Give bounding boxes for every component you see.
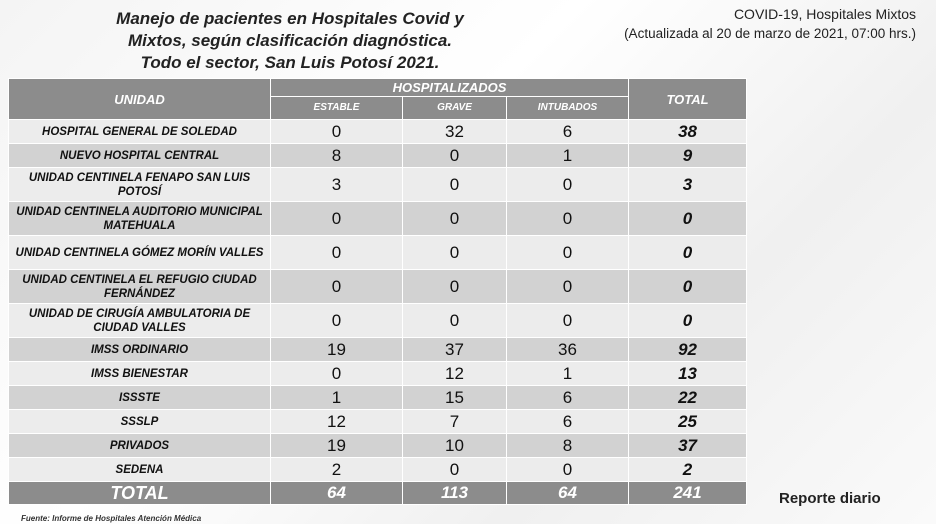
table-row bbox=[9, 144, 747, 168]
table-row bbox=[9, 304, 747, 338]
row-intubados: 0 bbox=[507, 304, 629, 338]
row-unidad: UNIDAD CENTINELA AUDITORIO MUNICIPAL MATEHUALA bbox=[9, 202, 271, 236]
row-intubados: 6 bbox=[507, 120, 629, 144]
totals-grave: 113 bbox=[403, 482, 507, 505]
totals-label: TOTAL bbox=[9, 482, 271, 505]
row-total: 0 bbox=[629, 270, 747, 304]
patients-table bbox=[8, 78, 747, 505]
row-intubados: 6 bbox=[507, 410, 629, 434]
row-grave: 37 bbox=[403, 338, 507, 362]
row-total: 0 bbox=[629, 236, 747, 270]
totals-estable: 64 bbox=[271, 482, 403, 505]
row-grave: 0 bbox=[403, 236, 507, 270]
row-grave: 0 bbox=[403, 144, 507, 168]
row-intubados: 0 bbox=[507, 202, 629, 236]
row-estable: 0 bbox=[271, 304, 403, 338]
row-unidad: SSSLP bbox=[9, 410, 271, 434]
row-intubados: 8 bbox=[507, 434, 629, 458]
row-total: 0 bbox=[629, 202, 747, 236]
row-estable: 2 bbox=[271, 458, 403, 482]
row-total: 25 bbox=[629, 410, 747, 434]
row-total: 38 bbox=[629, 120, 747, 144]
table-row bbox=[9, 434, 747, 458]
row-total: 2 bbox=[629, 458, 747, 482]
reporte-diario-label: Reporte diario bbox=[779, 490, 881, 507]
row-grave: 0 bbox=[403, 270, 507, 304]
table-row bbox=[9, 362, 747, 386]
row-unidad: UNIDAD CENTINELA GÓMEZ MORÍN VALLES bbox=[9, 236, 271, 270]
row-grave: 15 bbox=[403, 386, 507, 410]
col-header-intubados: INTUBADOS bbox=[507, 96, 629, 119]
row-grave: 0 bbox=[403, 458, 507, 482]
row-intubados: 0 bbox=[507, 236, 629, 270]
row-estable: 12 bbox=[271, 410, 403, 434]
row-intubados: 0 bbox=[507, 270, 629, 304]
title-line-1: Manejo de pacientes en Hospitales Covid y bbox=[116, 9, 464, 28]
table-row bbox=[9, 386, 747, 410]
table-row bbox=[9, 120, 747, 144]
row-total: 37 bbox=[629, 434, 747, 458]
totals-row bbox=[9, 482, 747, 505]
row-grave: 32 bbox=[403, 120, 507, 144]
row-unidad: PRIVADOS bbox=[9, 434, 271, 458]
report-title bbox=[80, 8, 500, 74]
row-total: 13 bbox=[629, 362, 747, 386]
row-estable: 0 bbox=[271, 202, 403, 236]
row-intubados: 6 bbox=[507, 386, 629, 410]
row-estable: 19 bbox=[271, 338, 403, 362]
row-total: 92 bbox=[629, 338, 747, 362]
row-total: 9 bbox=[629, 144, 747, 168]
row-grave: 0 bbox=[403, 202, 507, 236]
row-total: 0 bbox=[629, 304, 747, 338]
row-estable: 1 bbox=[271, 386, 403, 410]
row-intubados: 0 bbox=[507, 168, 629, 202]
row-unidad: HOSPITAL GENERAL DE SOLEDAD bbox=[9, 120, 271, 144]
row-grave: 0 bbox=[403, 168, 507, 202]
row-estable: 19 bbox=[271, 434, 403, 458]
col-header-estable: ESTABLE bbox=[271, 96, 403, 119]
row-unidad: NUEVO HOSPITAL CENTRAL bbox=[9, 144, 271, 168]
row-unidad: UNIDAD CENTINELA FENAPO SAN LUIS POTOSÍ bbox=[9, 168, 271, 202]
table-row bbox=[9, 202, 747, 236]
row-grave: 7 bbox=[403, 410, 507, 434]
row-estable: 0 bbox=[271, 120, 403, 144]
table-row bbox=[9, 458, 747, 482]
table-row bbox=[9, 270, 747, 304]
table-row bbox=[9, 338, 747, 362]
row-estable: 0 bbox=[271, 362, 403, 386]
row-estable: 0 bbox=[271, 270, 403, 304]
row-intubados: 1 bbox=[507, 144, 629, 168]
totals-intubados: 64 bbox=[507, 482, 629, 505]
title-line-2: Mixtos, según clasificación diagnóstica. bbox=[127, 31, 453, 50]
row-grave: 0 bbox=[403, 304, 507, 338]
col-header-hospitalizados: HOSPITALIZADOS bbox=[271, 79, 629, 97]
row-unidad: SEDENA bbox=[9, 458, 271, 482]
report-header-right bbox=[624, 5, 916, 43]
row-grave: 12 bbox=[403, 362, 507, 386]
source-note: Fuente: Informe de Hospitales Atención Médica bbox=[21, 514, 202, 523]
header-updated: (Actualizada al 20 de marzo de 2021, 07:00 hrs.) bbox=[624, 26, 916, 41]
row-unidad: UNIDAD CENTINELA EL REFUGIO CIUDAD FERNÁNDEZ bbox=[9, 270, 271, 304]
header-subject: COVID-19, Hospitales Mixtos bbox=[733, 6, 916, 22]
col-header-grave: GRAVE bbox=[403, 96, 507, 119]
row-estable: 8 bbox=[271, 144, 403, 168]
table-row bbox=[9, 168, 747, 202]
row-unidad: IMSS ORDINARIO bbox=[9, 338, 271, 362]
row-unidad: ISSSTE bbox=[9, 386, 271, 410]
row-total: 22 bbox=[629, 386, 747, 410]
title-line-3: Todo el sector, San Luis Potosí 2021. bbox=[140, 53, 440, 72]
col-header-unidad: UNIDAD bbox=[9, 79, 271, 120]
col-header-total: TOTAL bbox=[629, 79, 747, 120]
totals-total: 241 bbox=[629, 482, 747, 505]
row-intubados: 0 bbox=[507, 458, 629, 482]
row-unidad: IMSS BIENESTAR bbox=[9, 362, 271, 386]
row-intubados: 36 bbox=[507, 338, 629, 362]
row-estable: 3 bbox=[271, 168, 403, 202]
table-row bbox=[9, 410, 747, 434]
row-total: 3 bbox=[629, 168, 747, 202]
row-unidad: UNIDAD DE CIRUGÍA AMBULATORIA DE CIUDAD VALLES bbox=[9, 304, 271, 338]
row-estable: 0 bbox=[271, 236, 403, 270]
row-intubados: 1 bbox=[507, 362, 629, 386]
table-row bbox=[9, 236, 747, 270]
row-grave: 10 bbox=[403, 434, 507, 458]
